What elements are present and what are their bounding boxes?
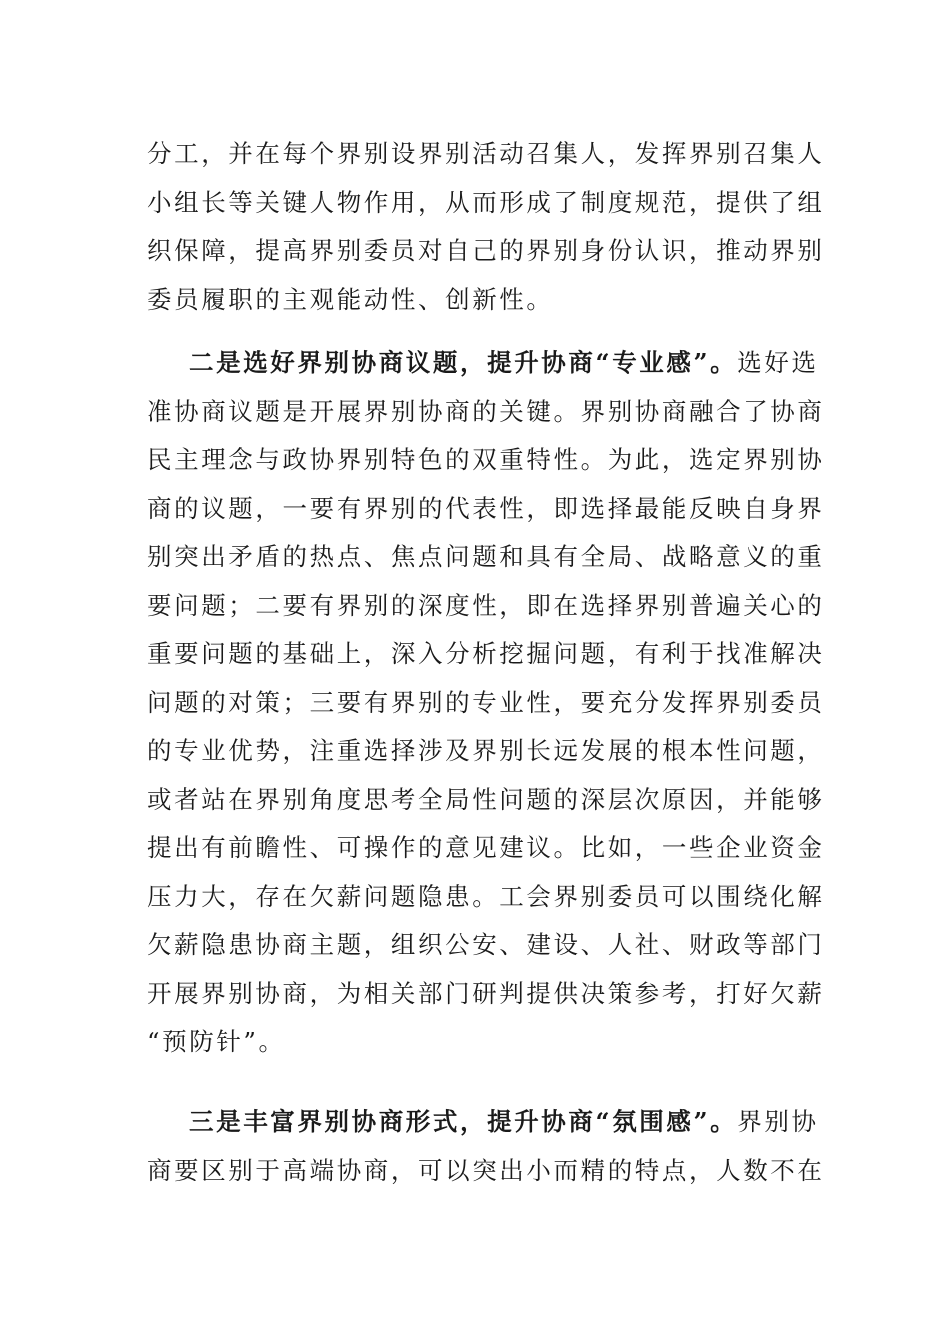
text-line: 分工，并在每个界别设界别活动召集人，发挥界别召集人	[147, 139, 825, 168]
paragraph-format-enrichment	[147, 1098, 825, 1195]
text-line: 委员履职的主观能动性、创新性。	[147, 284, 554, 314]
text-line: 织保障，提高界别委员对自己的界别身份认识，推动界别	[147, 236, 825, 265]
text-line: 或者站在界别角度思考全局性问题的深层次原因，并能够	[147, 784, 825, 814]
text-line: 开展界别协商，为相关部门研判提供决策参考，打好欠薪	[147, 978, 825, 1008]
paragraph-first-line	[147, 1098, 819, 1147]
text-line: 重要问题的基础上，深入分析挖掘问题，有利于找准解决	[147, 639, 825, 668]
paragraph-first-line	[147, 339, 819, 388]
text-line: 提出有前瞻性、可操作的意见建议。比如，一些企业资金	[147, 833, 825, 862]
text-line: 商的议题，一要有界别的代表性，即选择最能反映自身界	[147, 493, 825, 523]
text-line: 小组长等关键人物作用，从而形成了制度规范，提供了组	[147, 187, 825, 217]
paragraph-heading: 二是选好界别协商议题，提升协商“专业感”。	[189, 348, 738, 377]
text-line: 压力大，存在欠薪问题隐患。工会界别委员可以围绕化解	[147, 881, 825, 911]
text-line: 的专业优势，注重选择涉及界别长远发展的根本性问题，	[147, 736, 825, 765]
text-line: 准协商议题是开展界别协商的关键。界别协商融合了协商	[147, 396, 825, 426]
text-line: 商要区别于高端协商，可以突出小而精的特点，人数不在	[147, 1155, 825, 1185]
text-line: 别突出矛盾的热点、焦点问题和具有全局、战略意义的重	[147, 542, 825, 571]
text-line: 问题的对策；三要有界别的专业性，要充分发挥界别委员	[147, 687, 825, 717]
text-line: 欠薪隐患协商主题，组织公安、建设、人社、财政等部门	[147, 930, 825, 959]
heading-continuation: 界别协	[737, 1107, 819, 1136]
text-line: “预防针”。	[147, 1027, 286, 1056]
paragraph-topic-selection	[147, 339, 825, 1067]
paragraph-continuation	[147, 130, 825, 324]
text-line: 要问题；二要有界别的深度性，即在选择界别普遍关心的	[147, 590, 825, 620]
heading-continuation: 选好选	[737, 348, 819, 377]
text-line: 民主理念与政协界别特色的双重特性。为此，选定界别协	[147, 445, 825, 474]
paragraph-heading: 三是丰富界别协商形式，提升协商“氛围感”。	[189, 1107, 738, 1136]
